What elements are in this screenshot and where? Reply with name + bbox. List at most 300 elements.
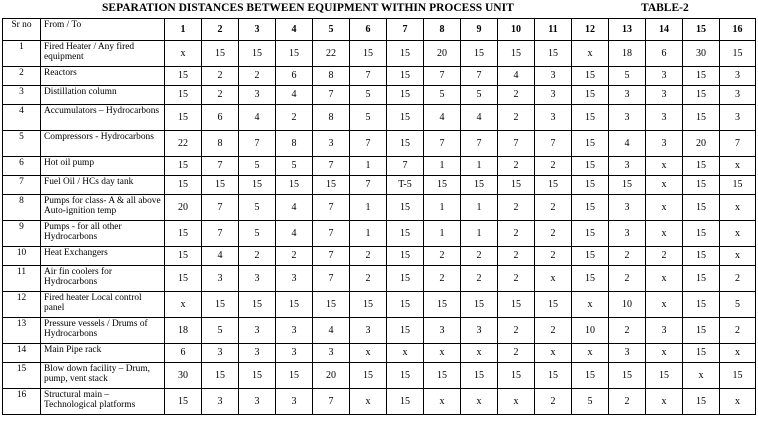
table-row	[3, 67, 756, 86]
distance-cell: 3	[239, 344, 276, 363]
header-column-4: 4	[276, 19, 313, 41]
header-column-16: 16	[720, 19, 756, 41]
distance-cell: 2	[720, 318, 756, 344]
row-equipment-name: Distillation column	[41, 86, 165, 105]
distance-cell: 3	[276, 318, 313, 344]
distance-cell: 5	[239, 157, 276, 176]
distance-cell: 3	[535, 105, 572, 131]
row-equipment-name: Hot oil pump	[41, 157, 165, 176]
distance-cell: 4	[609, 131, 646, 157]
distance-cell: 6	[646, 41, 683, 67]
distance-cell: 3	[313, 131, 350, 157]
distance-cell: 2	[498, 344, 535, 363]
distance-cell: x	[424, 344, 461, 363]
distance-cell: x	[720, 221, 756, 247]
distance-cell: 1	[350, 195, 387, 221]
distance-cell: 7	[313, 389, 350, 415]
row-equipment-name: Blow down facility – Drum, pump, vent stack	[41, 363, 165, 389]
header-from-to: From / To	[41, 19, 165, 41]
table-body	[3, 19, 756, 415]
distance-cell: 7	[202, 157, 239, 176]
row-equipment-name: Air fin coolers for Hydrocarbons	[41, 266, 165, 292]
distance-cell: 15	[202, 41, 239, 67]
distance-cell: 8	[202, 131, 239, 157]
header-column-11: 11	[535, 19, 572, 41]
distance-cell: 15	[202, 292, 239, 318]
distance-cell: 3	[609, 344, 646, 363]
distance-cell: 15	[683, 176, 720, 195]
distance-cell: 15	[572, 247, 609, 266]
distance-cell: 15	[276, 176, 313, 195]
header-column-7: 7	[387, 19, 424, 41]
row-sr-no: 10	[3, 247, 41, 266]
distance-cell: 2	[461, 266, 498, 292]
distance-cell: 15	[387, 221, 424, 247]
distance-cell: 3	[609, 157, 646, 176]
distance-cell: 15	[239, 292, 276, 318]
distance-cell: 5	[202, 318, 239, 344]
distance-cell: 2	[535, 318, 572, 344]
distance-cell: x	[646, 344, 683, 363]
distance-cell: x	[165, 292, 202, 318]
header-column-9: 9	[461, 19, 498, 41]
header-column-5: 5	[313, 19, 350, 41]
distance-cell: 15	[387, 41, 424, 67]
distance-cell: 2	[239, 67, 276, 86]
distance-cell: x	[683, 363, 720, 389]
distance-cell: 7	[313, 157, 350, 176]
distance-cell: 15	[683, 221, 720, 247]
distance-cell: 20	[424, 41, 461, 67]
distance-cell: 15	[424, 292, 461, 318]
table-row	[3, 221, 756, 247]
row-sr-no: 4	[3, 105, 41, 131]
distance-cell: 5	[572, 389, 609, 415]
table-row	[3, 131, 756, 157]
distance-cell: 7	[424, 67, 461, 86]
distance-cell: 4	[276, 221, 313, 247]
distance-cell: 5	[276, 157, 313, 176]
row-equipment-name: Reactors	[41, 67, 165, 86]
distance-cell: x	[535, 266, 572, 292]
distance-cell: 7	[350, 131, 387, 157]
row-sr-no: 15	[3, 363, 41, 389]
distance-cell: 2	[239, 247, 276, 266]
row-equipment-name: Fired heater Local control panel	[41, 292, 165, 318]
distance-cell: 20	[313, 363, 350, 389]
distance-cell: x	[461, 344, 498, 363]
distance-cell: 3	[609, 195, 646, 221]
distance-cell: 15	[498, 363, 535, 389]
distance-cell: 2	[424, 247, 461, 266]
distance-cell: x	[424, 389, 461, 415]
distance-cell: 15	[239, 363, 276, 389]
distance-cell: 3	[239, 266, 276, 292]
row-sr-no: 7	[3, 176, 41, 195]
distance-cell: 15	[683, 247, 720, 266]
table-row	[3, 195, 756, 221]
header-column-1: 1	[165, 19, 202, 41]
distance-cell: 1	[424, 195, 461, 221]
distance-cell: 3	[239, 389, 276, 415]
table-header-row	[3, 19, 756, 41]
distance-cell: 15	[572, 195, 609, 221]
distance-cell: 2	[276, 247, 313, 266]
distance-cell: 15	[683, 157, 720, 176]
distance-cell: x	[572, 41, 609, 67]
table-row	[3, 41, 756, 67]
distance-cell: 3	[461, 318, 498, 344]
distance-cell: 15	[387, 86, 424, 105]
distance-cell: 3	[720, 67, 756, 86]
distance-cell: x	[387, 344, 424, 363]
distance-cell: 7	[498, 131, 535, 157]
distance-cell: 15	[202, 363, 239, 389]
distance-cell: 2	[202, 67, 239, 86]
distance-cell: 2	[646, 247, 683, 266]
distance-cell: 15	[387, 318, 424, 344]
distance-cell: 5	[350, 86, 387, 105]
distance-cell: 6	[276, 67, 313, 86]
header-column-10: 10	[498, 19, 535, 41]
distance-cell: 2	[498, 221, 535, 247]
table-row	[3, 266, 756, 292]
distance-cell: 15	[165, 67, 202, 86]
distance-cell: x	[720, 344, 756, 363]
distance-cell: 15	[572, 221, 609, 247]
distance-cell: 2	[609, 389, 646, 415]
distance-cell: x	[572, 344, 609, 363]
row-sr-no: 3	[3, 86, 41, 105]
distance-cell: 2	[350, 266, 387, 292]
distance-cell: 15	[572, 266, 609, 292]
header-column-3: 3	[239, 19, 276, 41]
table-row	[3, 363, 756, 389]
distance-cell: 1	[461, 195, 498, 221]
header-column-15: 15	[683, 19, 720, 41]
row-equipment-name: Fired Heater / Any fired equipment	[41, 41, 165, 67]
distance-cell: 3	[202, 266, 239, 292]
distance-cell: 2	[535, 157, 572, 176]
distance-cell: 15	[165, 247, 202, 266]
header-column-8: 8	[424, 19, 461, 41]
distance-cell: 15	[165, 105, 202, 131]
distance-cell: 2	[350, 247, 387, 266]
distance-cell: 10	[609, 292, 646, 318]
distance-cell: x	[165, 41, 202, 67]
distance-cell: 15	[498, 176, 535, 195]
distance-cell: 4	[498, 67, 535, 86]
row-sr-no: 13	[3, 318, 41, 344]
header-column-12: 12	[572, 19, 609, 41]
distance-cell: 15	[646, 363, 683, 389]
distance-cell: x	[720, 247, 756, 266]
distance-cell: 5	[424, 86, 461, 105]
distance-cell: 22	[313, 41, 350, 67]
distance-cell: 15	[165, 266, 202, 292]
distance-cell: 4	[313, 318, 350, 344]
distance-cell: 22	[165, 131, 202, 157]
distance-cell: x	[461, 389, 498, 415]
header-column-6: 6	[350, 19, 387, 41]
distance-cell: 15	[387, 131, 424, 157]
row-sr-no: 14	[3, 344, 41, 363]
distance-cell: 3	[609, 86, 646, 105]
distance-cell: x	[720, 157, 756, 176]
distance-cell: 6	[202, 105, 239, 131]
distance-cell: 7	[313, 195, 350, 221]
row-sr-no: 9	[3, 221, 41, 247]
row-sr-no: 6	[3, 157, 41, 176]
distance-cell: 3	[609, 221, 646, 247]
distance-cell: 3	[276, 266, 313, 292]
table-row	[3, 344, 756, 363]
distance-cell: 3	[424, 318, 461, 344]
distance-cell: 15	[461, 363, 498, 389]
distance-cell: 15	[572, 105, 609, 131]
distance-cell: 2	[535, 389, 572, 415]
distance-cell: 4	[276, 195, 313, 221]
distance-cell: x	[498, 389, 535, 415]
row-sr-no: 8	[3, 195, 41, 221]
table-row	[3, 176, 756, 195]
distance-cell: 15	[683, 389, 720, 415]
distance-cell: 4	[202, 247, 239, 266]
distance-cell: 3	[646, 131, 683, 157]
distance-cell: 7	[202, 221, 239, 247]
distance-cell: 15	[683, 67, 720, 86]
distance-cell: 15	[350, 363, 387, 389]
distance-cell: 15	[387, 247, 424, 266]
distance-cell: 15	[239, 176, 276, 195]
distance-cell: 5	[720, 292, 756, 318]
row-sr-no: 1	[3, 41, 41, 67]
distance-cell: 7	[720, 131, 756, 157]
table-row	[3, 86, 756, 105]
row-sr-no: 11	[3, 266, 41, 292]
distance-cell: 2	[609, 318, 646, 344]
distance-cell: 3	[646, 67, 683, 86]
table-row	[3, 105, 756, 131]
distance-cell: 15	[239, 41, 276, 67]
distance-cell: 2	[535, 221, 572, 247]
distance-cell: 3	[313, 344, 350, 363]
distance-cell: 15	[572, 86, 609, 105]
table-label: TABLE-2	[641, 2, 689, 14]
distance-cell: 7	[239, 131, 276, 157]
table-row	[3, 292, 756, 318]
distance-cell: 1	[461, 157, 498, 176]
distance-cell: 15	[313, 292, 350, 318]
distance-cell: 2	[498, 195, 535, 221]
distance-cell: 3	[720, 105, 756, 131]
distance-cell: 1	[350, 221, 387, 247]
distance-cell: 7	[313, 86, 350, 105]
distance-cell: 2	[535, 195, 572, 221]
distance-cell: x	[572, 292, 609, 318]
row-sr-no: 16	[3, 389, 41, 415]
distance-cell: 15	[313, 176, 350, 195]
distance-cell: 3	[202, 344, 239, 363]
distance-cell: 3	[646, 318, 683, 344]
distance-cell: 3	[535, 67, 572, 86]
distance-cell: 15	[683, 318, 720, 344]
distance-cell: 3	[609, 105, 646, 131]
distance-cell: 15	[387, 195, 424, 221]
distance-cell: 15	[387, 67, 424, 86]
distance-cell: 15	[683, 105, 720, 131]
distance-cell: 15	[424, 176, 461, 195]
distance-cell: 2	[535, 247, 572, 266]
distance-cell: 5	[609, 67, 646, 86]
table-row	[3, 157, 756, 176]
row-equipment-name: Accumulators – Hydrocarbons	[41, 105, 165, 131]
distance-cell: x	[646, 157, 683, 176]
separation-distance-table	[2, 18, 756, 415]
distance-cell: x	[350, 389, 387, 415]
row-equipment-name: Pumps for class- A & all above Auto-ignition temp	[41, 195, 165, 221]
distance-cell: 15	[572, 363, 609, 389]
distance-cell: 2	[498, 86, 535, 105]
distance-cell: 2	[498, 247, 535, 266]
distance-cell: 3	[202, 389, 239, 415]
distance-cell: 15	[165, 221, 202, 247]
distance-cell: 2	[424, 266, 461, 292]
distance-cell: 2	[609, 266, 646, 292]
distance-cell: 5	[461, 86, 498, 105]
distance-cell: 3	[350, 318, 387, 344]
distance-cell: x	[646, 176, 683, 195]
distance-cell: 7	[350, 176, 387, 195]
distance-cell: 15	[350, 292, 387, 318]
distance-cell: 2	[498, 318, 535, 344]
distance-cell: 18	[609, 41, 646, 67]
distance-cell: 15	[387, 389, 424, 415]
distance-cell: 15	[535, 292, 572, 318]
distance-cell: 15	[165, 86, 202, 105]
distance-cell: 7	[424, 131, 461, 157]
row-sr-no: 2	[3, 67, 41, 86]
distance-cell: 3	[646, 86, 683, 105]
distance-cell: 15	[609, 176, 646, 195]
distance-cell: x	[646, 292, 683, 318]
distance-cell: 4	[424, 105, 461, 131]
distance-cell: x	[350, 344, 387, 363]
distance-cell: 3	[239, 318, 276, 344]
distance-cell: x	[646, 195, 683, 221]
distance-cell: 15	[535, 363, 572, 389]
distance-cell: 2	[498, 266, 535, 292]
distance-cell: 15	[720, 41, 756, 67]
distance-cell: 15	[572, 67, 609, 86]
distance-cell: 1	[424, 221, 461, 247]
distance-cell: 15	[165, 176, 202, 195]
distance-cell: 15	[202, 176, 239, 195]
table-row	[3, 389, 756, 415]
distance-cell: 6	[165, 344, 202, 363]
distance-cell: 15	[276, 363, 313, 389]
distance-cell: 7	[313, 266, 350, 292]
distance-cell: 15	[387, 363, 424, 389]
distance-cell: 7	[350, 67, 387, 86]
distance-cell: 15	[387, 292, 424, 318]
distance-cell: 2	[202, 86, 239, 105]
distance-cell: 3	[276, 344, 313, 363]
distance-cell: 7	[461, 131, 498, 157]
distance-cell: 15	[461, 292, 498, 318]
row-equipment-name: Pressure vessels / Drums of Hydrocarbons	[41, 318, 165, 344]
row-equipment-name: Pumps - for all other Hydrocarbons	[41, 221, 165, 247]
distance-cell: 20	[165, 195, 202, 221]
distance-cell: 15	[572, 157, 609, 176]
distance-cell: 15	[609, 363, 646, 389]
distance-cell: x	[535, 344, 572, 363]
distance-cell: 15	[424, 363, 461, 389]
distance-cell: 7	[387, 157, 424, 176]
distance-cell: 1	[350, 157, 387, 176]
row-equipment-name: Heat Exchangers	[41, 247, 165, 266]
header-sr-no: Sr no	[3, 19, 41, 41]
distance-cell: 15	[683, 292, 720, 318]
row-equipment-name: Main Pipe rack	[41, 344, 165, 363]
distance-cell: 3	[239, 86, 276, 105]
distance-cell: 7	[202, 195, 239, 221]
distance-cell: 4	[239, 105, 276, 131]
distance-cell: 15	[165, 389, 202, 415]
distance-cell: 15	[498, 41, 535, 67]
row-equipment-name: Fuel Oil / HCs day tank	[41, 176, 165, 195]
distance-cell: 15	[276, 292, 313, 318]
distance-cell: x	[646, 266, 683, 292]
distance-cell: 15	[276, 41, 313, 67]
distance-cell: 2	[461, 247, 498, 266]
distance-cell: 15	[535, 41, 572, 67]
distance-cell: 15	[720, 363, 756, 389]
distance-cell: 18	[165, 318, 202, 344]
distance-cell: 7	[461, 67, 498, 86]
distance-cell: 8	[313, 105, 350, 131]
distance-cell: 2	[609, 247, 646, 266]
distance-cell: 3	[646, 105, 683, 131]
distance-cell: 30	[683, 41, 720, 67]
distance-cell: 15	[683, 344, 720, 363]
distance-cell: 8	[276, 131, 313, 157]
distance-cell: 15	[165, 157, 202, 176]
distance-cell: T-5	[387, 176, 424, 195]
distance-cell: 2	[498, 105, 535, 131]
distance-cell: 5	[239, 195, 276, 221]
distance-cell: 7	[313, 247, 350, 266]
distance-cell: 15	[572, 176, 609, 195]
distance-cell: 7	[535, 131, 572, 157]
distance-cell: x	[646, 221, 683, 247]
row-sr-no: 12	[3, 292, 41, 318]
distance-cell: x	[720, 195, 756, 221]
distance-cell: 1	[461, 221, 498, 247]
row-equipment-name: Structural main – Technological platforms	[41, 389, 165, 415]
distance-cell: 8	[313, 67, 350, 86]
distance-cell: 15	[461, 41, 498, 67]
row-equipment-name: Compressors - Hydrocarbons	[41, 131, 165, 157]
distance-cell: 2	[276, 105, 313, 131]
distance-cell: 3	[535, 86, 572, 105]
distance-cell: 5	[350, 105, 387, 131]
header-column-2: 2	[202, 19, 239, 41]
distance-cell: 3	[720, 86, 756, 105]
distance-cell: 15	[461, 176, 498, 195]
distance-cell: 15	[683, 195, 720, 221]
header-column-14: 14	[646, 19, 683, 41]
